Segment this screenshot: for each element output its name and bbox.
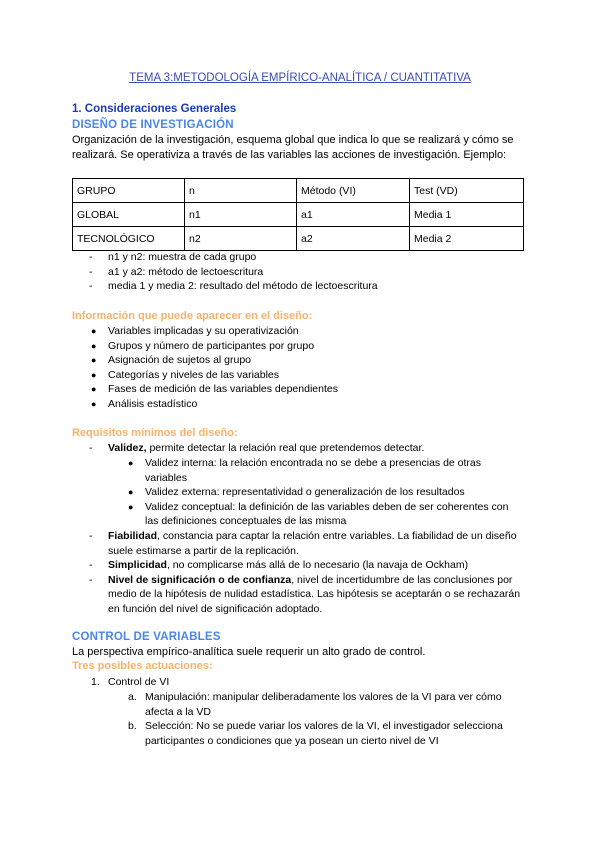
list-item: - Simplicidad, no complicarse más allá de lo necesario (la navaja de Ockham) bbox=[89, 559, 469, 571]
design-paragraph: Organización de la investigación, esquema global que indica lo que se realizará y cómo se realizará. Se operativiza a través de las variables las acciones de investigación. Ejemplo: bbox=[72, 134, 514, 161]
requisitos-validez-list bbox=[89, 441, 528, 456]
table-row bbox=[73, 227, 524, 251]
validez-sublist bbox=[128, 456, 520, 529]
list-item: a. Manipulación: manipular deliberadamente los valores de la VI para ver cómo afecta a la VD bbox=[128, 691, 502, 718]
table-notes-list bbox=[89, 250, 528, 294]
actuaciones-list bbox=[91, 675, 528, 690]
table-cell: TECNOLÓGICO bbox=[73, 227, 185, 251]
list-item: ● Variables implicadas y su operativización bbox=[91, 325, 299, 337]
section-heading: 1. Consideraciones Generales bbox=[72, 103, 237, 115]
table-cell: n bbox=[185, 179, 297, 203]
list-item: ● Asignación de sujetos al grupo bbox=[91, 354, 252, 366]
list-item: ● Análisis estadístico bbox=[91, 397, 198, 410]
example-table bbox=[72, 178, 524, 251]
requisitos-list bbox=[89, 529, 528, 616]
list-item: - n1 y n2: muestra de cada grupo bbox=[89, 251, 257, 263]
design-subheading: DISEÑO DE INVESTIGACIÓN bbox=[72, 119, 234, 131]
table-cell: Media 2 bbox=[410, 227, 524, 251]
control-heading: CONTROL DE VARIABLES bbox=[72, 631, 221, 643]
list-item: ● Validez externa: representatividad o generalización de los resultados bbox=[128, 486, 465, 498]
control-vi-sublist bbox=[128, 690, 525, 748]
list-item: ● Fases de medición de las variables dependientes bbox=[91, 383, 338, 395]
list-item: - Fiabilidad, constancia para captar la relación entre variables. La fiabilidad de un diseño suele estimarse a partir de la replicación. bbox=[89, 530, 517, 557]
requisitos-heading: Requisitos mínimos del diseño: bbox=[72, 427, 238, 439]
info-list bbox=[91, 324, 528, 411]
list-item: - media 1 y media 2: resultado del método de lectoescritura bbox=[89, 280, 378, 292]
list-item: ● Grupos y número de participantes por grupo bbox=[91, 339, 315, 352]
page-title: TEMA 3:METODOLOGÍA EMPÍRICO-ANALÍTICA / CUANTITATIVA bbox=[129, 72, 471, 84]
table-row bbox=[73, 179, 524, 203]
list-item: ● Validez interna: la relación encontrada no se debe a presencias de otras variables bbox=[128, 457, 482, 484]
actuaciones-heading: Tres posibles actuaciones: bbox=[72, 660, 213, 672]
list-item: - Nivel de significación o de confianza, nivel de incertidumbre de las conclusiones por medio de la hipótesis de nulidad estadística. Las hipótesis se aceptarán o se rechazarán en función del nivel de significación adoptado. bbox=[89, 573, 521, 615]
list-item: ● Validez conceptual: la definición de las variables deben de ser coherentes con las definiciones conceptuales de las misma bbox=[128, 500, 509, 527]
info-heading: Información que puede aparecer en el diseño: bbox=[72, 310, 313, 322]
table-cell: GRUPO bbox=[73, 179, 185, 203]
table-cell: n2 bbox=[185, 227, 297, 251]
table-cell: Media 1 bbox=[410, 203, 524, 227]
table-cell: a1 bbox=[297, 203, 410, 227]
table-cell: GLOBAL bbox=[73, 203, 185, 227]
table-cell: Test (VD) bbox=[410, 179, 524, 203]
table-cell: Método (VI) bbox=[297, 179, 410, 203]
table-row bbox=[73, 203, 524, 227]
control-paragraph: La perspectiva empírico-analítica suele requerir un alto grado de control. bbox=[72, 646, 426, 658]
list-item: b. Selección: No se puede variar los valores de la VI, el investigador selecciona participantes o condiciones que ya posean un cierto nivel de VI bbox=[128, 720, 503, 747]
list-item: ● Categorías y niveles de las variables bbox=[91, 368, 280, 381]
table-cell: n1 bbox=[185, 203, 297, 227]
list-item: - Validez, permite detectar la relación real que pretendemos detectar. bbox=[89, 442, 425, 454]
list-item: - a1 y a2: método de lectoescritura bbox=[89, 265, 264, 278]
list-item: 1. Control de VI bbox=[91, 676, 170, 688]
table-cell: a2 bbox=[297, 227, 410, 251]
